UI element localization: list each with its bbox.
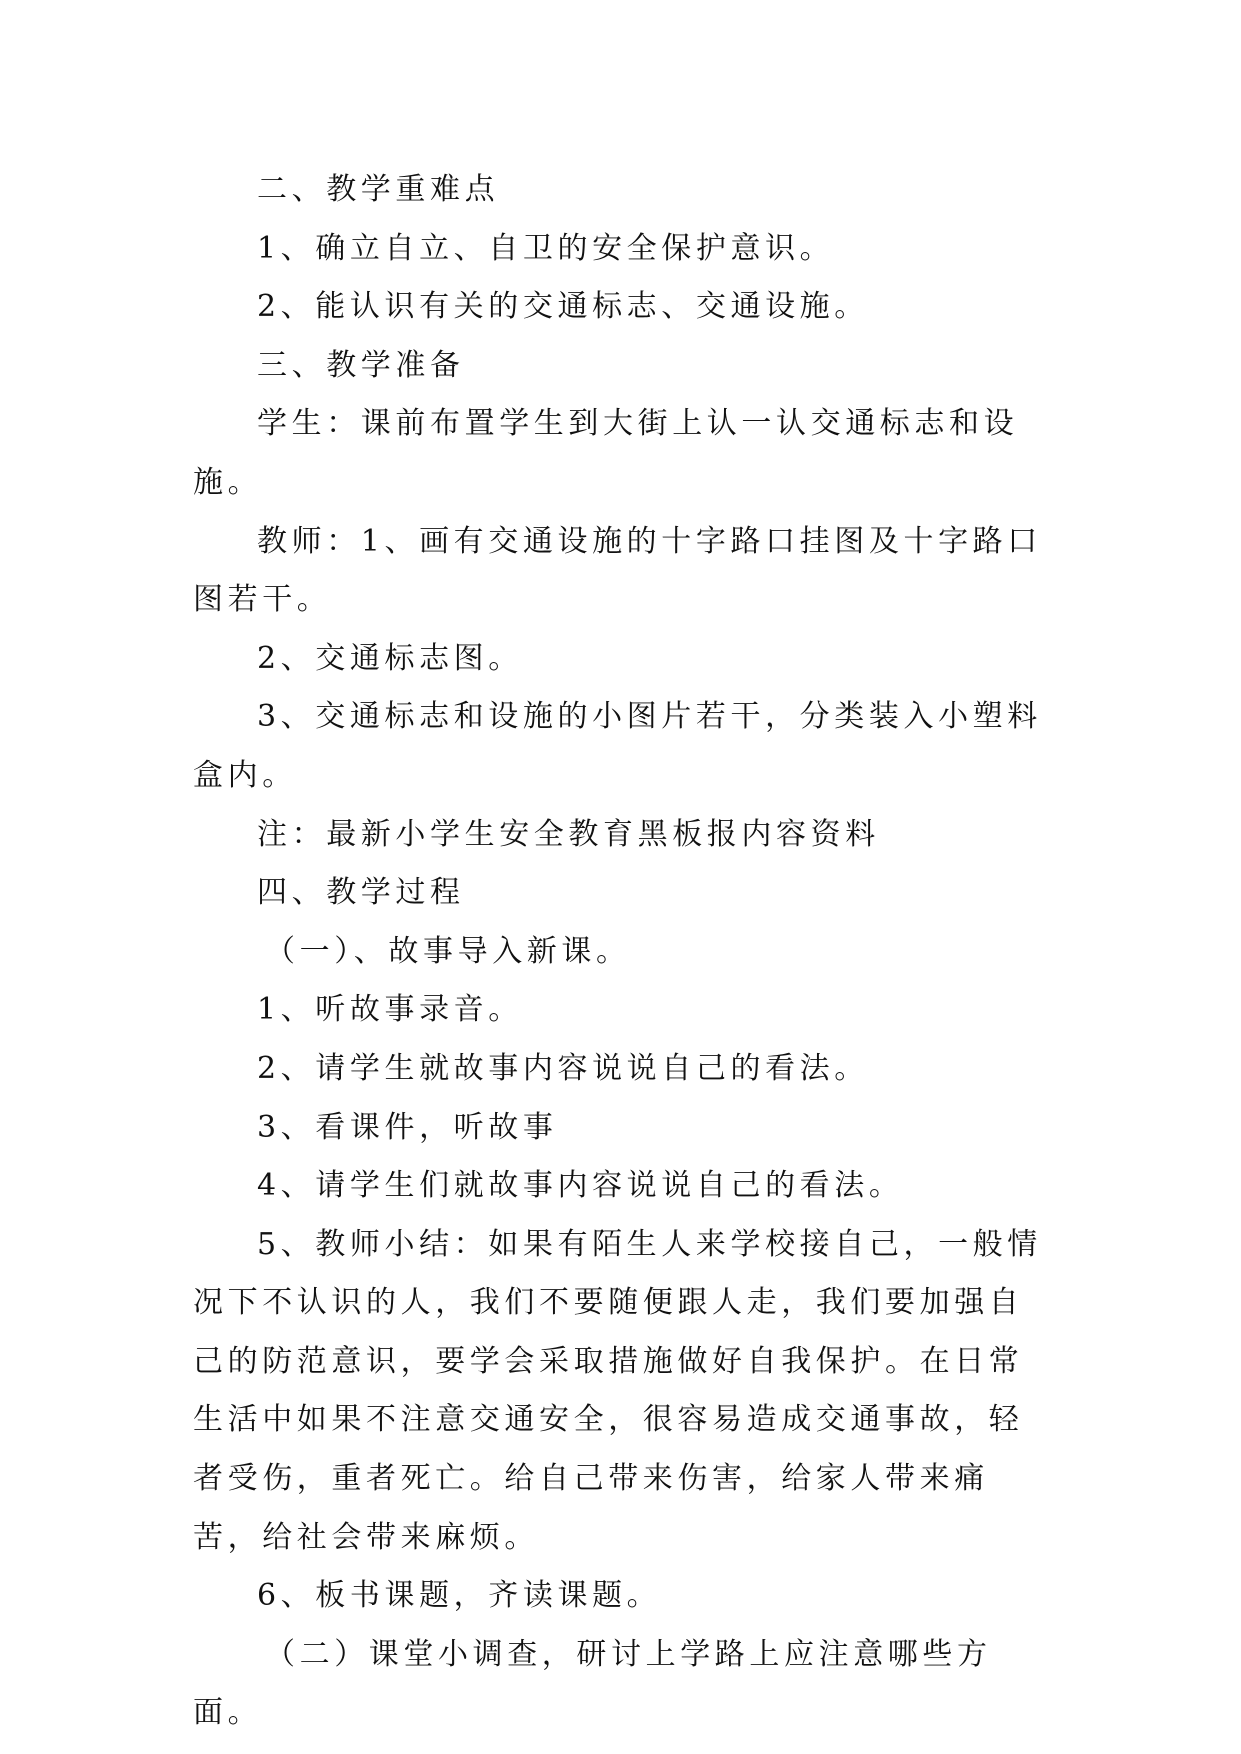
process-step-3: 3、看课件，听故事 [257, 1109, 558, 1145]
note-line: 注：最新小学生安全教育黑板报内容资料 [257, 816, 880, 852]
process-step-5-summary: 5、教师小结：如果有陌生人来学校接自己，一般情况下不认识的人，我们不要随便跟人走，我们要加强自己的防范意识，要学会采取措施做好自我保护。在日常生活中如果不注意交通安全，很容易造成交通事故，轻者受伤，重者死亡。给自己带来伤害，给家人带来痛苦，给社会带来麻烦。 [193, 1226, 1042, 1555]
heading-key-points: 二、教学重难点 [257, 172, 500, 207]
document-body [193, 161, 1053, 1743]
process-part-2: （二）课堂小调查，研讨上学路上应注意哪些方面。 [193, 1636, 992, 1731]
process-part-1: （一）、故事导入新课。 [265, 933, 631, 969]
heading-process: 四、教学过程 [257, 875, 465, 911]
process-step-1: 1、听故事录音。 [257, 992, 523, 1028]
prep-teacher-1: 教师：1、画有交通设施的十字路口挂图及十字路口图若干。 [193, 523, 1042, 618]
process-step-2: 2、请学生就故事内容说说自己的看法。 [257, 1050, 869, 1086]
heading-preparation: 三、教学准备 [257, 347, 465, 383]
prep-teacher-2: 2、交通标志图。 [257, 640, 523, 676]
prep-students: 学生：课前布置学生到大街上认一认交通标志和设施。 [193, 406, 1019, 500]
prep-teacher-3: 3、交通标志和设施的小图片若干，分类装入小塑料盒内。 [193, 699, 1042, 793]
key-point-2: 2、能认识有关的交通标志、交通设施。 [257, 289, 869, 325]
process-step-6: 6、板书课题，齐读课题。 [257, 1578, 662, 1614]
process-step-4: 4、请学生们就故事内容说说自己的看法。 [257, 1168, 904, 1204]
key-point-1: 1、确立自立、自卫的安全保护意识。 [257, 230, 835, 266]
